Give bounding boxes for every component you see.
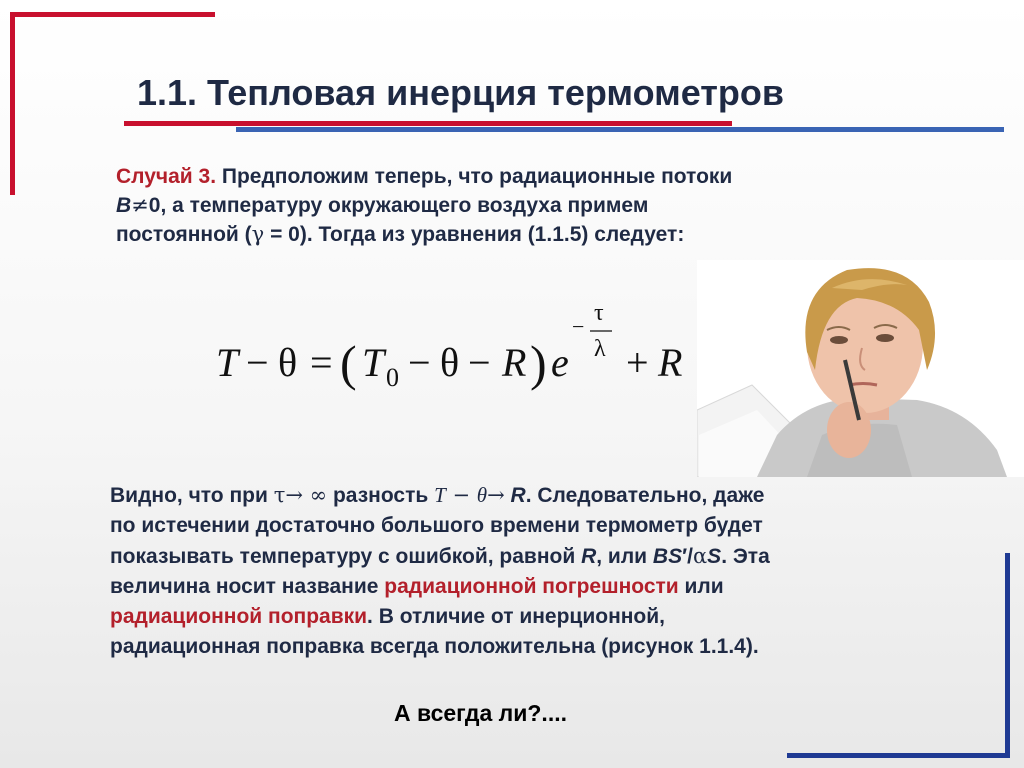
closing-question: А всегда ли?.... xyxy=(394,700,567,726)
or-text: , или xyxy=(596,545,653,568)
conclusion-line1-end: . Следовательно, даже xyxy=(525,484,765,507)
term-radiation-error: радиационной погрешности xyxy=(384,575,679,598)
difference-T: T xyxy=(434,483,446,507)
formula-minus-3: − xyxy=(468,340,491,385)
formula-right-paren: ) xyxy=(530,335,547,391)
term-radiation-correction: радиационной поправки xyxy=(110,605,368,628)
intro-line2: , а температуру окружающего воздуха примем xyxy=(160,194,649,217)
blue-corner-line-vertical xyxy=(1005,553,1010,757)
formula-minus-1: − xyxy=(246,340,269,385)
woman-thinking-photo xyxy=(697,260,1024,477)
red-corner-line-vertical xyxy=(10,12,15,195)
case-label: Случай 3. xyxy=(116,165,217,188)
formula-theta-1: θ xyxy=(278,340,298,385)
formula-exponent-lambda: λ xyxy=(594,336,606,362)
formula-T0: T xyxy=(362,340,385,385)
zero-value: 0 xyxy=(148,194,161,217)
conclusion-line3-start: показывать температуру с ошибкой, равной xyxy=(110,545,582,568)
formula-e: e xyxy=(551,340,569,385)
formula-exponent-minus: − xyxy=(572,314,585,339)
intro-paragraph xyxy=(116,162,916,249)
formula-R: R xyxy=(502,340,527,385)
BS-symbol: BS xyxy=(652,545,683,568)
seen-text: Видно, что при xyxy=(110,484,274,507)
formula-equals: = xyxy=(310,340,333,385)
alpha-symbol: α xyxy=(692,544,708,568)
R-symbol-1: R xyxy=(504,484,526,507)
R-symbol-2: R xyxy=(581,545,597,568)
red-corner-line-horizontal xyxy=(10,12,215,17)
formula-theta-2: θ xyxy=(440,340,460,385)
conclusion-line6: радиационная поправка всегда положительна (рисунок 1.1.4). xyxy=(110,635,759,658)
blue-corner-line-horizontal xyxy=(787,753,1010,758)
conclusion-line4-start: величина носит название xyxy=(110,575,385,598)
formula-R-final: R xyxy=(658,340,683,385)
radiation-formula xyxy=(208,296,698,406)
arrow-symbol-2: → xyxy=(487,483,505,507)
formula-subscript-zero: 0 xyxy=(386,363,399,392)
difference-theta: θ xyxy=(476,483,488,507)
conclusion-line4-end: или xyxy=(678,575,724,598)
conclusion-line2: по истечении достаточно большого времени термометр будет xyxy=(110,514,763,537)
intro-line1: Предположим теперь, что радиационные потоки xyxy=(216,165,733,188)
intro-line3-end: ). Тогда из уравнения (1.1.5) следует: xyxy=(299,223,685,246)
woman-thinking-illustration xyxy=(697,260,1024,477)
formula-exponent-tau: τ xyxy=(594,300,604,326)
formula-minus-2: − xyxy=(408,340,431,385)
conclusion-line3-end: . Эта xyxy=(721,545,770,568)
tau-symbol: τ xyxy=(273,483,286,507)
title-blue-underline xyxy=(236,127,1004,132)
difference-text: разность xyxy=(327,484,435,507)
formula-T: T xyxy=(216,340,239,385)
conclusion-line5-end: . В отличие от инерционной, xyxy=(367,605,666,628)
slide-title: 1.1. Тепловая инерция термометров xyxy=(137,72,784,113)
b-symbol: B xyxy=(116,194,132,217)
neq-symbol: ≠ xyxy=(131,193,149,217)
infinity-symbol: ∞ xyxy=(302,483,328,507)
gamma-equals-zero: = 0 xyxy=(264,223,300,246)
S-symbol: S xyxy=(707,545,722,568)
formula-left-paren: ( xyxy=(340,335,357,391)
difference-minus: − xyxy=(445,483,477,507)
conclusion-paragraph xyxy=(110,480,970,662)
gamma-symbol: γ xyxy=(251,222,265,246)
arrow-symbol-1: → xyxy=(285,483,303,507)
prime-slash: ′/ xyxy=(682,545,693,568)
intro-line3-start: постоянной ( xyxy=(116,223,252,246)
title-red-underline xyxy=(124,121,732,126)
formula-plus: + xyxy=(626,340,649,385)
